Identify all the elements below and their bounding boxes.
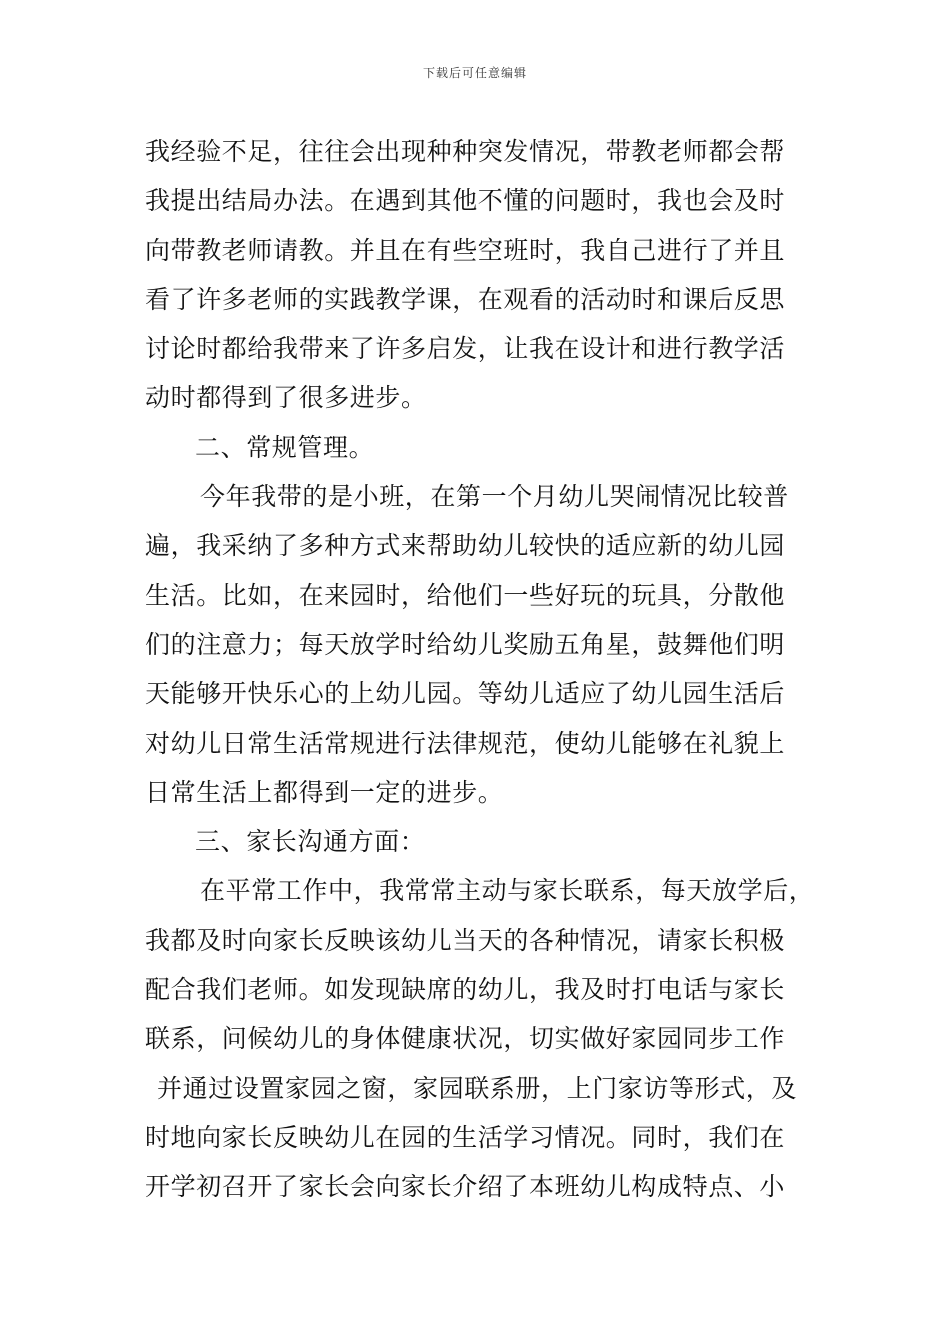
text-line: 今年我带的是小班，在第一个月幼儿哭闹情况比较普 [200,482,789,512]
section-heading: 三、家长沟通方面： [195,827,426,857]
text-line: 们的注意力；每天放学时给幼儿奖励五角星，鼓舞他们明 [145,629,786,659]
text-line: 我经验不足，往往会出现种种突发情况，带教老师都会帮 [145,137,786,166]
text-line: 天能够开快乐心的上幼儿园。等幼儿适应了幼儿园生活后 [145,679,786,709]
page-header: 下载后可任意编辑 [422,66,527,80]
text-line: 我提出结局办法。在遇到其他不懂的问题时，我也会及时 [145,186,786,216]
text-line: 开学初召开了家长会向家长介绍了本班幼儿构成特点、小 [145,1172,786,1202]
text-line: 联系，问候幼儿的身体健康状况，切实做好家园同步工作 [145,1024,786,1054]
text-line: 动时都得到了很多进步。 [145,383,427,413]
document-body [145,127,845,1212]
text-line: 在平常工作中，我常常主动与家长联系，每天放学后， [200,876,815,906]
text-line: 遍，我采纳了多种方式来帮助幼儿较快的适应新的幼儿园 [145,531,786,561]
text-line: 时地向家长反映幼儿在园的生活学习情况。同时，我们在 [145,1122,786,1152]
text-line: 向带教老师请教。并且在有些空班时，我自己进行了并且 [145,235,786,265]
text-line: 看了许多老师的实践教学课，在观看的活动时和课后反思 [145,284,786,314]
text-line: 配合我们老师。如发现缺席的幼儿，我及时打电话与家长 [145,975,786,1005]
text-line: 生活。比如，在来园时，给他们一些好玩的玩具，分散他 [145,580,786,610]
text-line: 并通过设置家园之窗，家园联系册，上门家访等形式，及 [157,1073,798,1103]
text-line: 我都及时向家长反映该幼儿当天的各种情况，请家长积极 [145,925,786,955]
section-heading: 二、常规管理。 [195,432,375,462]
text-line: 讨论时都给我带来了许多启发，让我在设计和进行教学活 [145,334,786,364]
text-line: 日常生活上都得到一定的进步。 [145,777,504,807]
text-line: 对幼儿日常生活常规进行法律规范，使幼儿能够在礼貌上 [145,728,786,758]
